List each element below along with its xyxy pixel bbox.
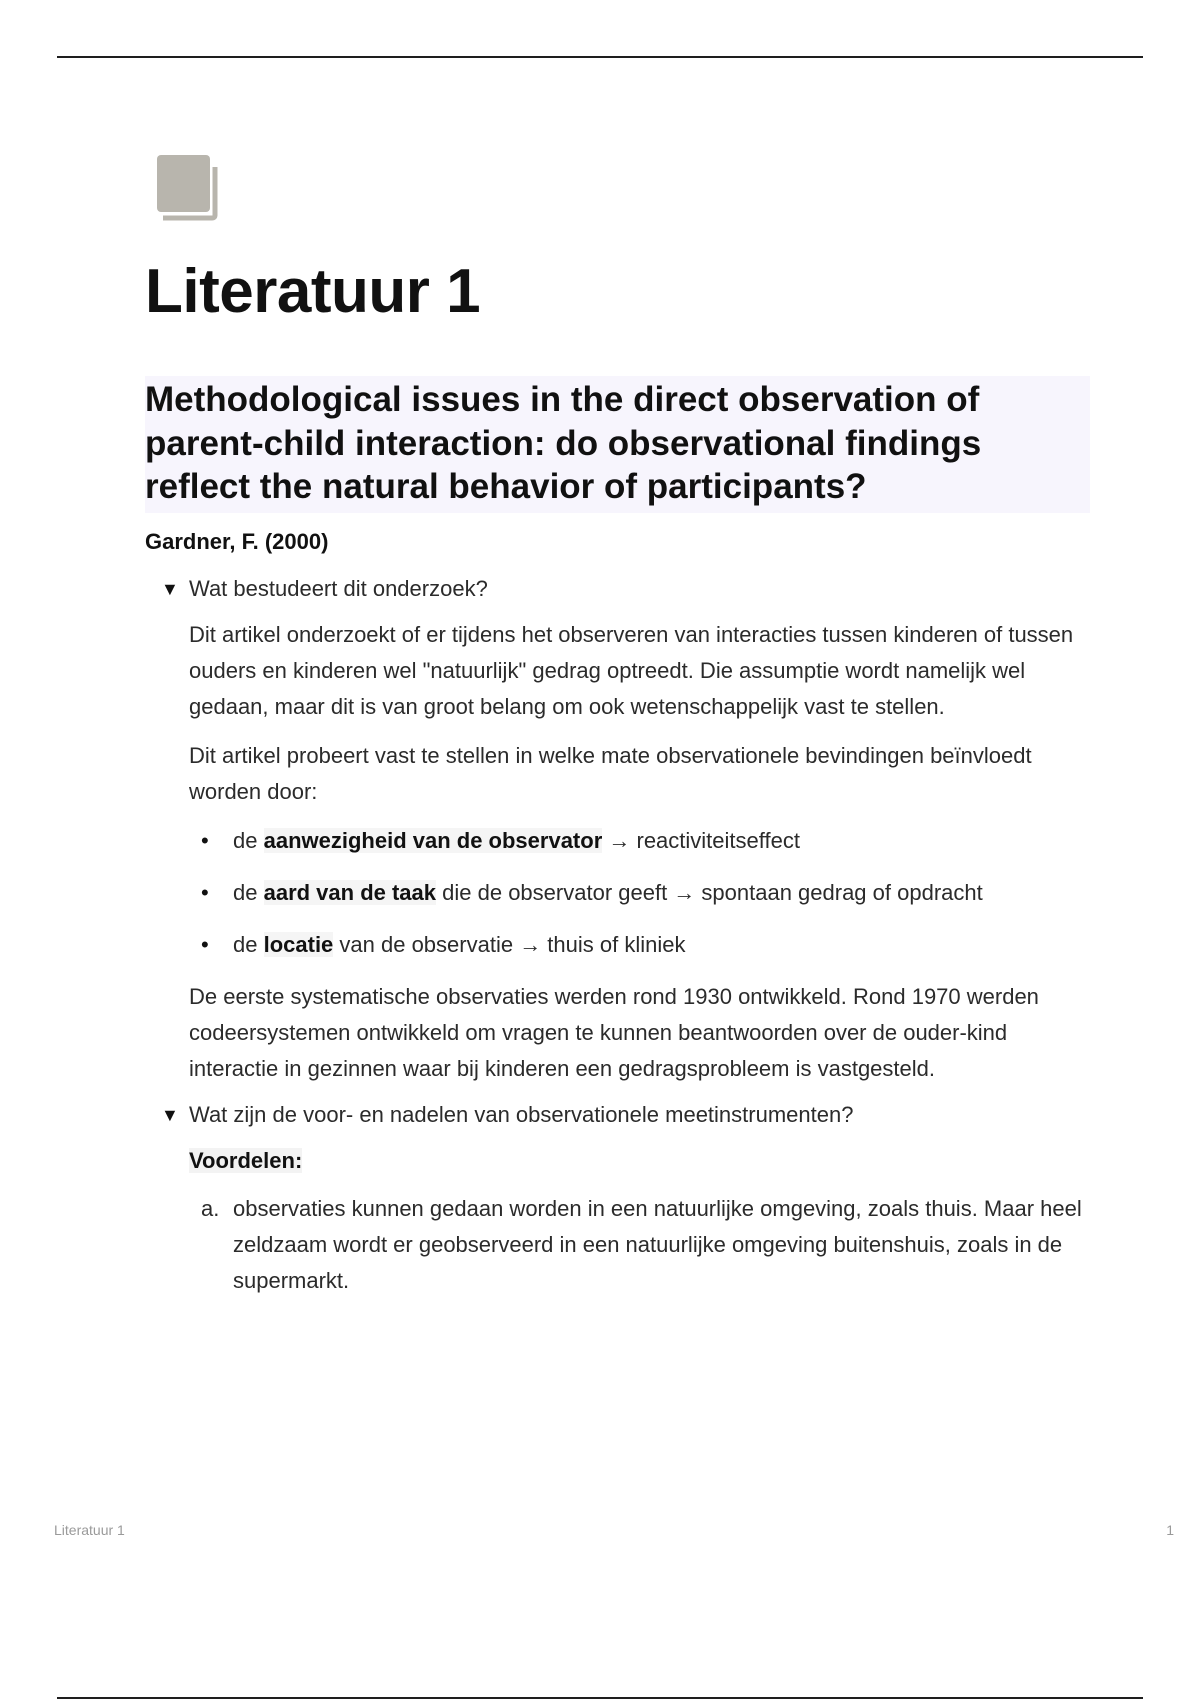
toggle-block-study <box>145 574 1090 1087</box>
list-item: • de locatie van de observatie → thuis of kliniek <box>189 927 1090 963</box>
page-content <box>145 376 1090 1299</box>
toggle-body-study <box>145 604 1090 1087</box>
page-title: Literatuur 1 <box>145 257 481 326</box>
footer-title: Literatuur 1 <box>54 1522 125 1538</box>
article-heading: Methodological issues in the direct observation of parent-child interaction: do observational findings reflect the natural behavior of participants? <box>145 376 1090 513</box>
list-marker: a. <box>201 1195 220 1221</box>
bold-term: aard van de taak <box>263 879 437 905</box>
list-item: • de aard van de taak die de observator geeft → spontaan gedrag of opdracht <box>189 875 1090 911</box>
toggle-header-study[interactable] <box>145 574 1090 604</box>
bold-term: aanwezigheid van de observator <box>263 827 603 853</box>
author-line: Gardner, F. (2000) <box>145 528 329 554</box>
paragraph: Dit artikel probeert vast te stellen in welke mate observationele bevindingen beïnvloedt worden door: <box>189 742 1032 804</box>
toggle-body-pros-cons <box>145 1130 1090 1299</box>
list-item: a. observaties kunnen gedaan worden in een natuurlijke omgeving, zoals thuis. Maar heel zeldzaam wordt er geobserveerd in een natuurlijke omgeving buitenshuis, zoals in de supermarkt. <box>189 1191 1090 1299</box>
list-item: • de aanwezigheid van de observator → reactiviteitseffect <box>189 823 1090 859</box>
toggle-header-pros-cons[interactable] <box>145 1100 1090 1130</box>
bullet-list <box>189 823 1090 963</box>
paragraph: De eerste systematische observaties werden rond 1930 ontwikkeld. Rond 1970 werden codeersystemen ontwikkeld om vragen te kunnen beantwoorden over de ouder-kind interactie in gezinnen waar bij kinderen een gedragsprobleem is vastgesteld. <box>189 983 1039 1081</box>
bold-term: locatie <box>263 931 334 957</box>
toggle-question: Wat zijn de voor- en nadelen van observationele meetinstrumenten? <box>189 1101 854 1127</box>
section-label: Voordelen: <box>189 1147 303 1173</box>
triangle-down-icon[interactable]: ▼ <box>161 578 179 599</box>
toggle-question: Wat bestudeert dit onderzoek? <box>189 575 488 601</box>
footer-page-number: 1 <box>1166 1522 1174 1538</box>
bottom-rule <box>57 1697 1143 1699</box>
paragraph: Dit artikel onderzoekt of er tijdens het observeren van interacties tussen kinderen of tussen ouders en kinderen wel "natuurlijk" gedrag optreedt. Die assumptie wordt namelijk wel gedaan, maar dit is van groot belang om ook wetenschappelijk vast te stellen. <box>189 621 1074 719</box>
top-rule <box>57 56 1143 58</box>
triangle-down-icon[interactable]: ▼ <box>161 1104 179 1125</box>
toggle-block-pros-cons <box>145 1100 1090 1299</box>
document-pages-icon <box>157 155 223 225</box>
lettered-list <box>189 1191 1090 1299</box>
